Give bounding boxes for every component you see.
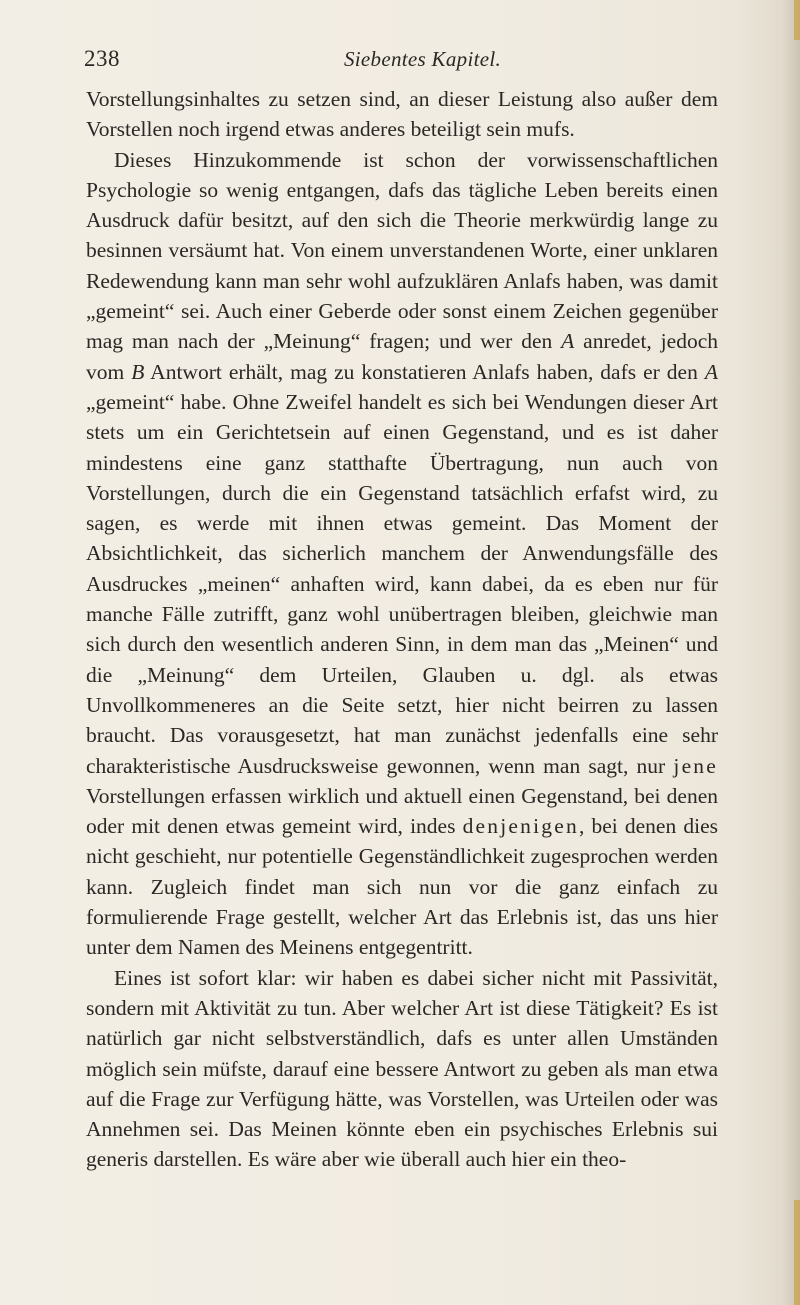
text-run: Vorstellungen erfassen wirklich und aktuell einen Gegenstand, bei denen oder mit denen etwas gemeint wird, indes — [86, 783, 718, 839]
text-run: anredet, jedoch vom — [86, 329, 718, 384]
text-run: Dieses Hinzukommende ist schon der vorwissenschaftlichen Psychologie so wenig entgangen, dafs das tägliche Leben bereits einen Ausdruck dafür besitzt, auf den sich die Theorie merkwürdig lange zu besinnen versäumt hat. Von einem unverstandenen Worte, einer unklaren Redewendung kann man sehr wohl aufzuklären Anlafs haben, was damit „gemeint“ sei. Auch einer Geberde oder sonst einem Zeichen gegenüber mag man nach der „Meinung“ fragen; und wer den — [86, 147, 718, 354]
paragraph — [86, 145, 718, 963]
spaced-emphasis: jene — [673, 753, 718, 778]
italic-letter: A — [704, 359, 718, 384]
page-edge-shadow — [782, 0, 800, 1305]
page-header — [84, 46, 724, 78]
text-run: , bei denen dies nicht geschieht, nur potentielle Gegenständlichkeit zugesprochen werden kann. Zugleich findet man sich nun vor die ganz einfach zu formulierende Frage gestellt, welcher Art das Erlebnis ist, das uns hier unter dem Namen des Meinens entgegentritt. — [86, 814, 718, 960]
page-edge-mark — [794, 0, 800, 40]
text-run: Antwort erhält, mag zu konstatieren Anlafs haben, dafs er den — [144, 359, 705, 384]
running-head: Siebentes Kapitel. — [344, 47, 502, 71]
page-number: 238 — [84, 46, 120, 71]
page-edge-mark — [794, 1200, 800, 1305]
italic-letter: B — [131, 359, 145, 384]
italic-letter: A — [561, 329, 575, 354]
paragraph — [86, 84, 718, 145]
body-text — [86, 84, 718, 1175]
spaced-emphasis: denjenigen — [462, 814, 579, 839]
text-run: Vorstellungsinhaltes zu setzen sind, an dieser Leistung also außer dem Vorstellen noch irgend etwas anderes beteiligt sein mufs. — [86, 87, 718, 142]
text-run: „gemeint“ habe. Ohne Zweifel handelt es sich bei Wendungen dieser Art stets um ein Gerichtetsein auf einen Gegenstand, und es ist daher mindestens eine ganz statthafte Übertragung, nun auch von Vorstellungen, durch die ein Gegenstand tatsächlich erfafst wird, zu sagen, es werde mit ihnen etwas gemeint. Das Moment der Absichtlichkeit, das sicherlich manchem der Anwendungsfälle des Ausdruckes „meinen“ anhaften wird, kann dabei, da es eben nur für manche Fälle zutrifft, ganz wohl unübertragen bleiben, gleichwie man sich durch den wesentlich anderen Sinn, in dem man das „Meinen“ und die „Meinung“ dem Urteilen, Glauben u. dgl. als etwas Unvollkommeneres an die Seite setzt, hier nicht beirren zu lassen braucht. Das vorausgesetzt, hat man zunächst jedenfalls eine sehr charakteristische Ausdrucksweise gewonnen, wenn man sagt, nur — [86, 389, 718, 778]
paragraph — [86, 963, 718, 1175]
text-run: Eines ist sofort klar: wir haben es dabei sicher nicht mit Passivität, sondern mit Aktivität zu tun. Aber welcher Art ist diese Tätigkeit? Es ist natürlich gar nicht selbstverständlich, dafs es unter allen Umständen möglich sein müfste, darauf eine bessere Antwort zu geben als man etwa auf die Frage zur Verfügung hätte, was Vorstellen, was Urteilen oder was Annehmen sei. Das Meinen könnte eben ein psychisches Erlebnis sui generis darstellen. Es wäre aber wie überall auch hier ein theo- — [86, 965, 718, 1172]
